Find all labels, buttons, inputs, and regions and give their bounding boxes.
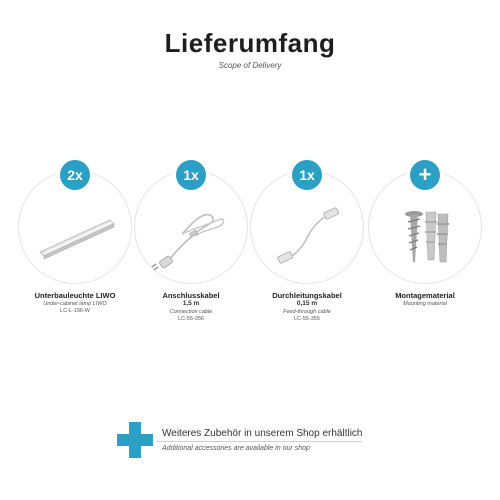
quantity-badge: 1x [292, 160, 322, 190]
item-detail: Connection cable [169, 309, 213, 315]
item-detail: Under-cabinet lamp LIWO [43, 301, 107, 307]
quantity-badge: 1x [176, 160, 206, 190]
item-name: Unterbauleuchte LIWO [34, 291, 116, 300]
delivery-item-feed-through-cable [248, 160, 366, 330]
page-title: Lieferumfang [164, 28, 336, 58]
item-code: LC-55-355 [294, 316, 320, 322]
item-length: 1,5 m [182, 300, 200, 307]
delivery-item-connection-cable [132, 160, 250, 330]
item-name: Montagematerial [395, 291, 455, 300]
screws-dowels-icon [380, 200, 470, 270]
led-bar-icon [30, 200, 120, 270]
accessories-banner [117, 418, 367, 460]
delivery-item-mounting-material [366, 160, 484, 330]
delivery-item-lamp [16, 160, 134, 330]
item-code: LC-L-196-W [60, 308, 90, 314]
plus-icon [117, 422, 153, 458]
item-detail: Mounting material [403, 301, 447, 307]
banner-text: Weiteres Zubehör in unserem Shop erhältlich [162, 428, 363, 439]
banner-subtext: Additional accessories are available in our shop [162, 445, 310, 452]
power-cable-icon [146, 200, 236, 270]
quantity-badge: 2x [60, 160, 90, 190]
plus-badge: + [410, 160, 440, 190]
banner-divider [157, 441, 362, 442]
item-length: 0,15 m [296, 300, 318, 307]
item-code: LC-55-356 [178, 316, 204, 322]
feed-through-cable-icon [262, 200, 352, 270]
item-detail: Feed-through cable [283, 309, 331, 315]
item-name: Anschlusskabel [162, 291, 220, 300]
item-name: Durchleitungskabel [272, 291, 342, 300]
page-subtitle: Scope of Delivery [218, 61, 282, 70]
